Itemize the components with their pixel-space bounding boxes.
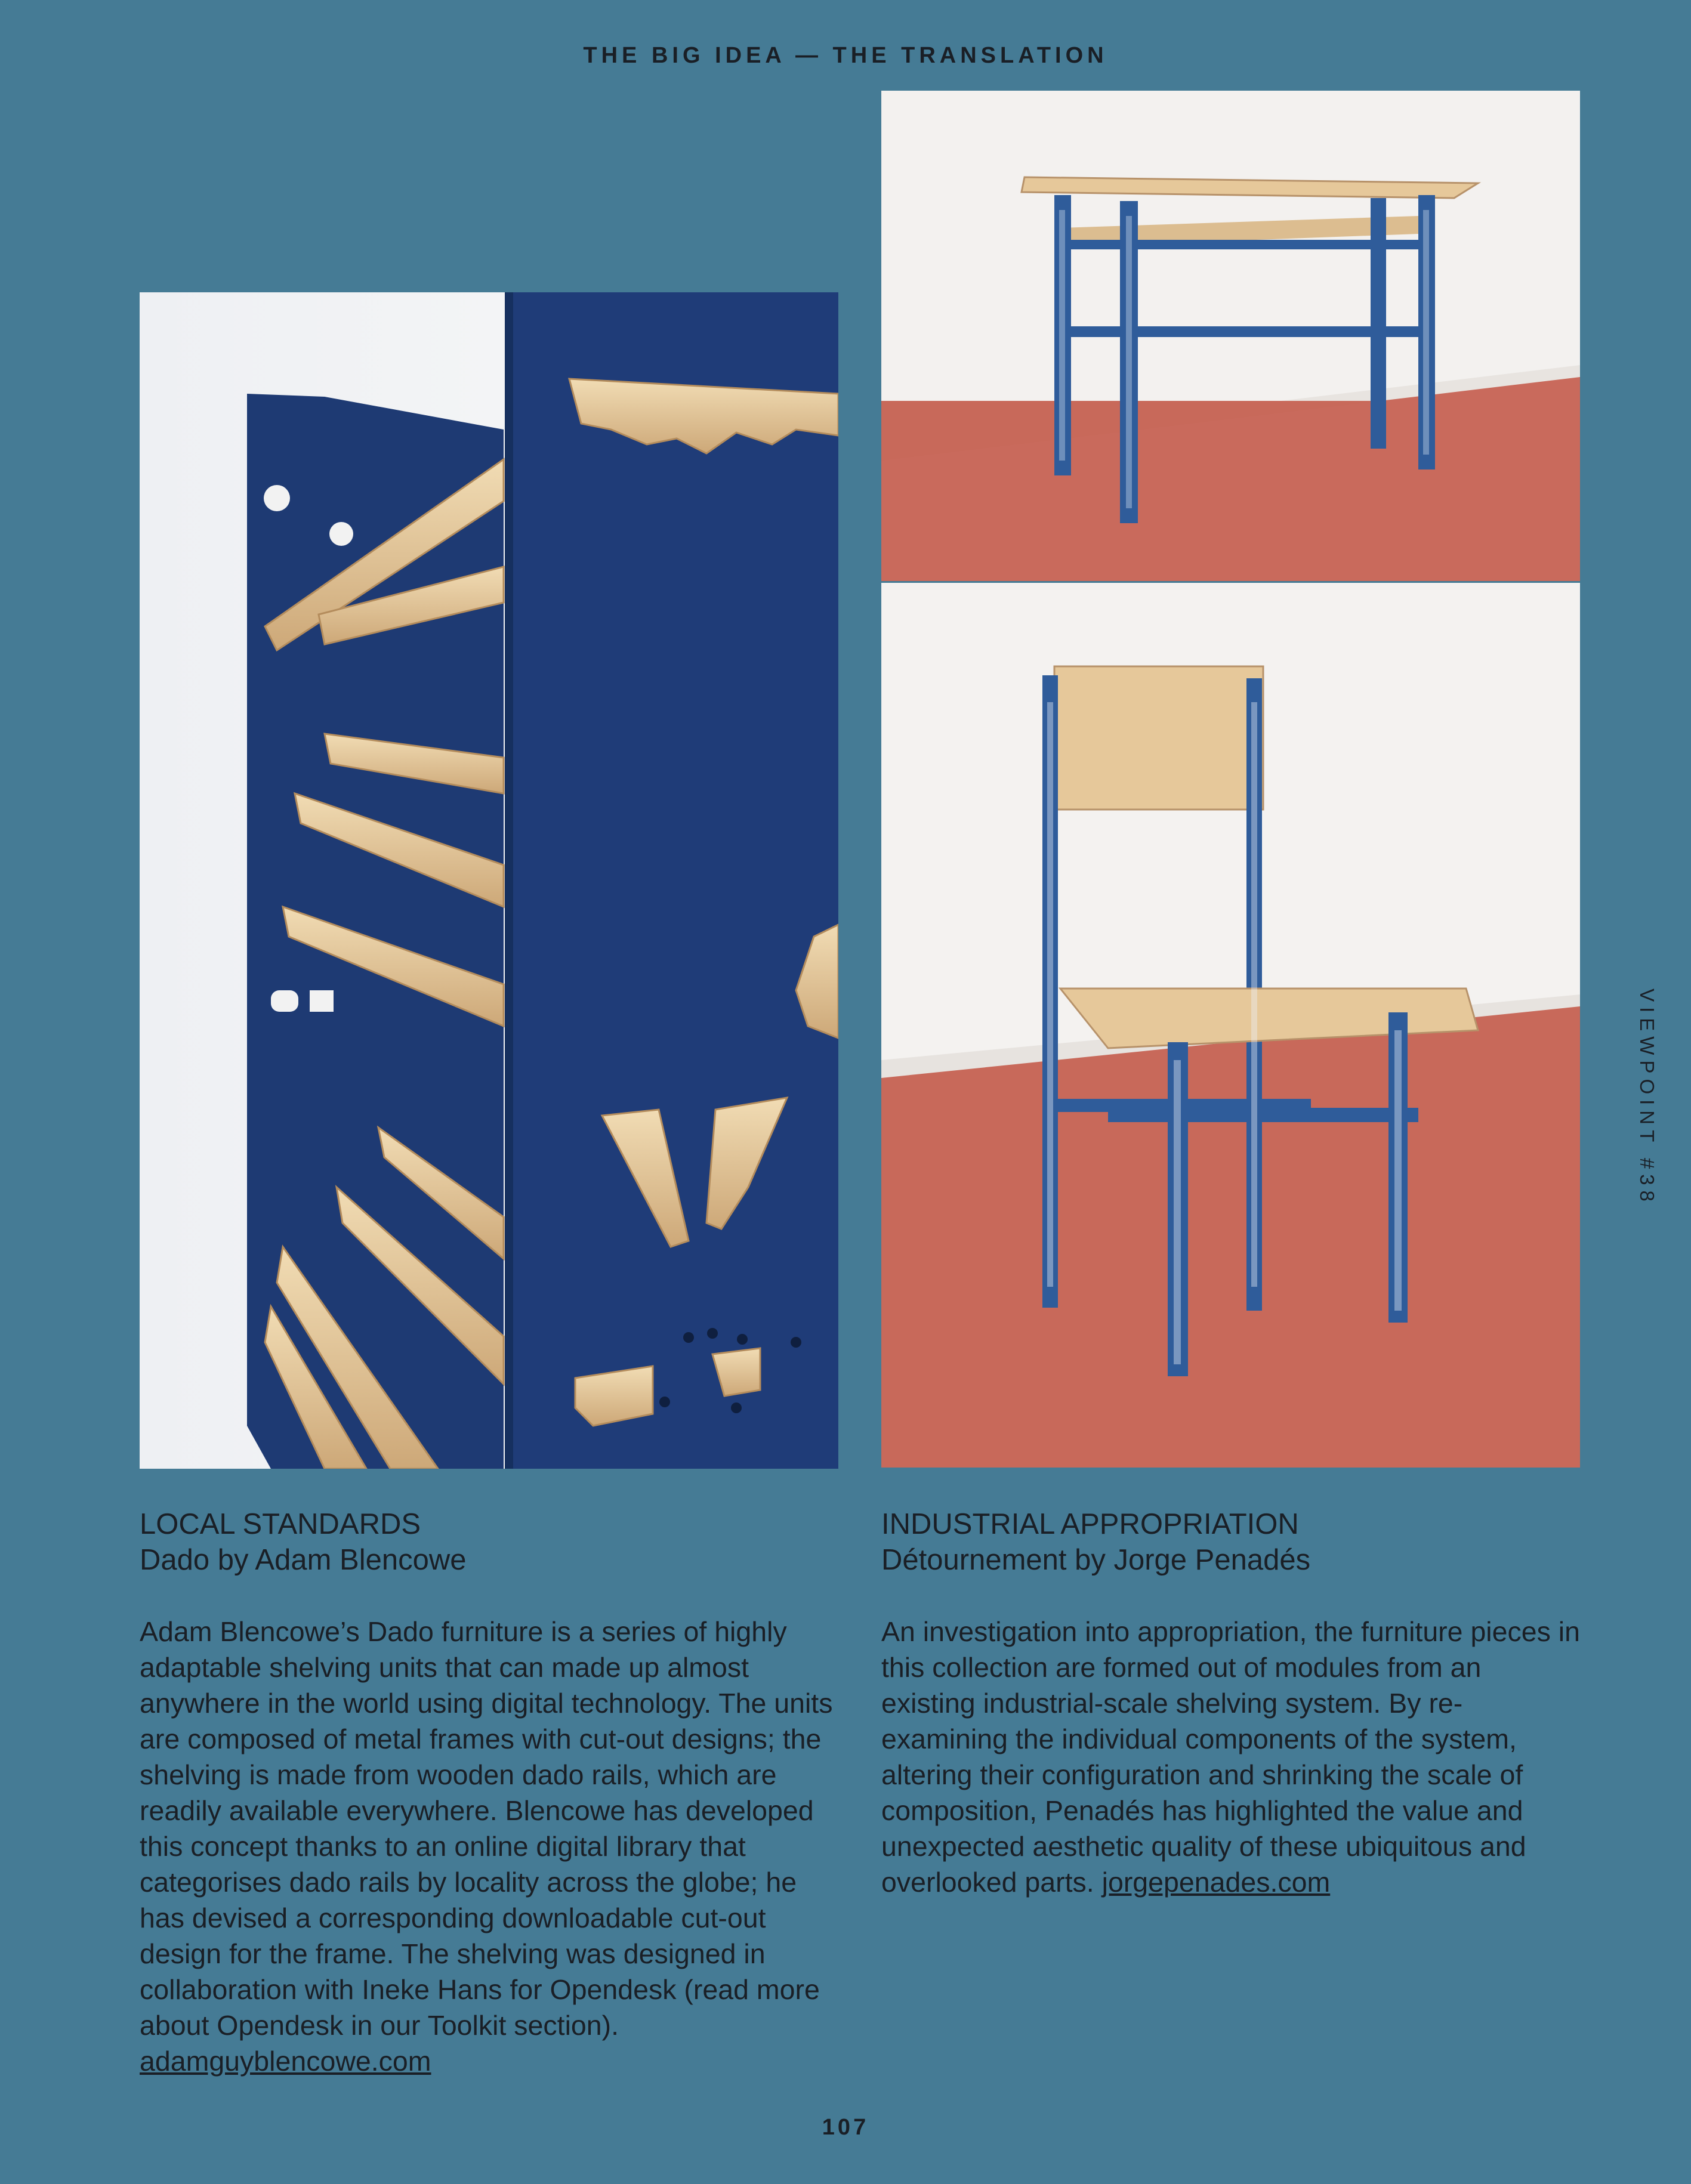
left-article-title: LOCAL STANDARDS (140, 1508, 421, 1540)
left-article-heading (140, 1506, 838, 1578)
left-article-subtitle: Dado by Adam Blencowe (140, 1544, 467, 1576)
right-article-link[interactable]: jorgepenades.com (1101, 1867, 1331, 1898)
desk-illustration (881, 91, 1580, 581)
right-article-body-text: An investigation into appropriation, the furniture pieces in this collection are formed out of modules from an existing industrial-scale shelving system. By re-examining the individual components of the system, altering their configuration and shrinking the scale of composition, Penadés has highlighted the value and unexpected aesthetic quality of these ubiquitous and overlooked parts. (881, 1616, 1580, 1898)
right-article-subtitle: Détournement by Jorge Penadés (881, 1544, 1311, 1576)
viewpoint-label-text: VIEWPOINT #38 (1636, 988, 1658, 1207)
left-article-body-text: Adam Blencowe’s Dado furniture is a series of highly adaptable shelving units that can made up almost anywhere in the world using digital technology. The units are composed of metal frames with cut-out designs; the shelving is made from wooden dado rails, which are readily available everywhere. Blencowe has developed this concept thanks to an online digital library that categorises dado rails by locality across the globe; he has devised a corresponding downloadable cut-out design for the frame. The shelving was designed in collaboration with Ineke Hans for Opendesk (read more about Opendesk in our Toolkit section). (140, 1616, 833, 2041)
left-article-body (140, 1614, 841, 2079)
section-header: THE BIG IDEA — THE TRANSLATION (583, 43, 1108, 68)
right-article-heading (881, 1506, 1580, 1578)
left-article-link[interactable]: adamguyblencowe.com (140, 2046, 431, 2077)
viewpoint-side-label (1635, 990, 1659, 1205)
chair-illustration (881, 583, 1580, 1468)
right-article-title: INDUSTRIAL APPROPRIATION (881, 1508, 1299, 1540)
right-article-body (881, 1614, 1582, 1900)
chair-photo (881, 583, 1580, 1468)
page-number: 107 (822, 2115, 869, 2140)
dado-shelving-photo (140, 292, 838, 1469)
desk-photo (881, 91, 1580, 581)
dado-shelving-illustration (140, 292, 838, 1469)
